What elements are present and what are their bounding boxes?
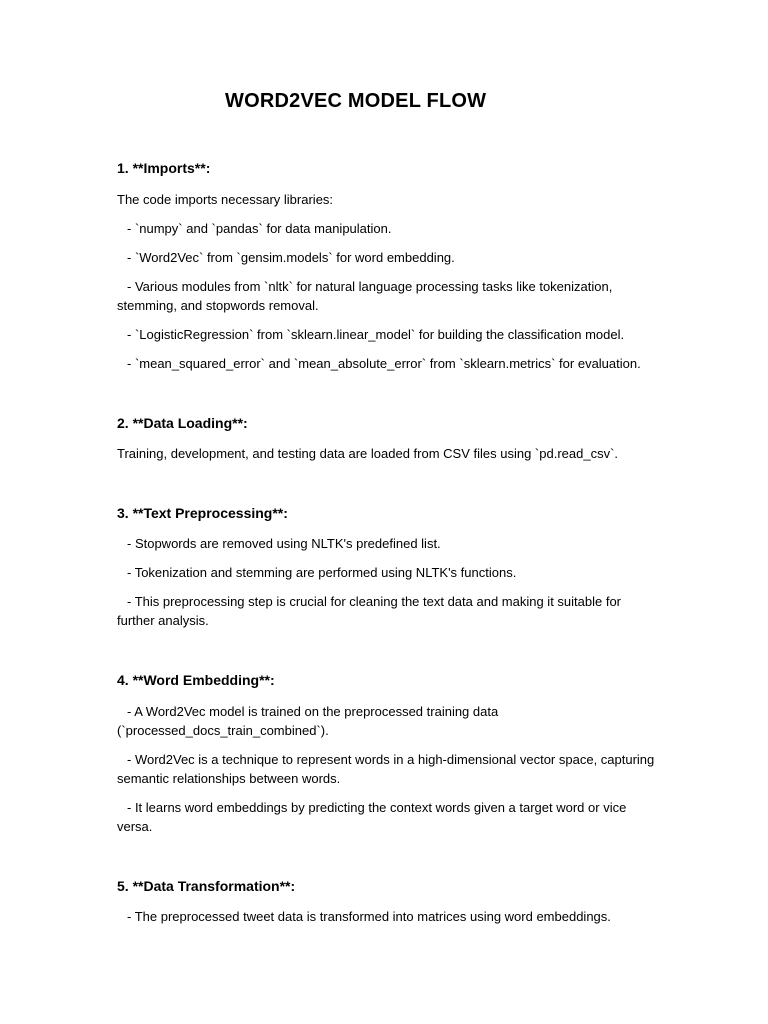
bullet-item: - `mean_squared_error` and `mean_absolute_error` from `sklearn.metrics` for evaluation.	[127, 356, 641, 371]
bullet-item: - Word2Vec is a technique to represent words in a high-dimensional vector space, capturing semantic relationships between words.	[117, 752, 655, 786]
bullet-item: - The preprocessed tweet data is transformed into matrices using word embeddings.	[127, 909, 611, 924]
section-heading-data-loading: 2. **Data Loading**:	[117, 415, 248, 431]
bullet-item: - `numpy` and `pandas` for data manipulation.	[127, 221, 392, 236]
section-heading-word-embedding: 4. **Word Embedding**:	[117, 672, 275, 688]
bullet-item: - `Word2Vec` from `gensim.models` for word embedding.	[127, 250, 455, 265]
section-heading-imports: 1. **Imports**:	[117, 160, 211, 176]
bullet-item: - Various modules from `nltk` for natural language processing tasks like tokenization, stemming, and stopwords removal.	[117, 279, 613, 313]
bullet-item: - It learns word embeddings by predicting the context words given a target word or vice versa.	[117, 800, 627, 834]
paragraph: Training, development, and testing data are loaded from CSV files using `pd.read_csv`.	[117, 446, 619, 461]
bullet-item: - This preprocessing step is crucial for cleaning the text data and making it suitable for further analysis.	[117, 594, 622, 628]
section-heading-data-transformation: 5. **Data Transformation**:	[117, 878, 296, 894]
paragraph: The code imports necessary libraries:	[117, 192, 334, 207]
bullet-item: - `LogisticRegression` from `sklearn.linear_model` for building the classification model.	[127, 327, 625, 342]
document-title: WORD2VEC MODEL FLOW	[225, 90, 487, 112]
bullet-item: - Tokenization and stemming are performed using NLTK's functions.	[127, 565, 517, 580]
bullet-item: - A Word2Vec model is trained on the preprocessed training data (`processed_docs_train_combined`).	[117, 704, 499, 738]
section-heading-text-preprocessing: 3. **Text Preprocessing**:	[117, 505, 288, 521]
bullet-item: - Stopwords are removed using NLTK's predefined list.	[127, 536, 441, 551]
